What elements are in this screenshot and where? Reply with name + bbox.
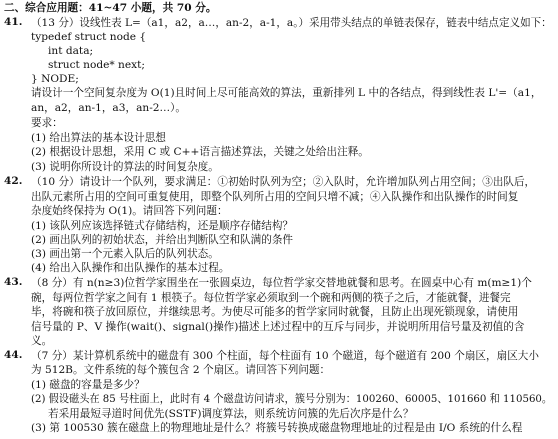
sub-question: (2) 假设磁头在 85 号柱面上，此时有 4 个磁盘访问请求，簇号分别为：100260、60005、101660 和 110560。 bbox=[31, 393, 553, 405]
sub-question: (3) 说明你所设计的算法的时间复杂度。 bbox=[31, 161, 219, 173]
code-line: } NODE; bbox=[31, 73, 79, 85]
question-text: an，a2，an-1，a3，an-2…）。 bbox=[31, 102, 187, 114]
code-line: typedef struct node { bbox=[31, 31, 147, 43]
question-text: （13 分）设线性表 L=（a1，a2，a…，an-2，a-1，a。）采用带头结点的单链表保存，链表中结点定义如下： bbox=[31, 17, 552, 29]
question-text: 信号量的 P、V 操作(wait()、signal()操作)描述上述过程中的互斥与同步，并说明所用信号量及初值的含 bbox=[31, 321, 525, 333]
question-number: 42. bbox=[4, 175, 23, 187]
question-text: 请设计一个空间复杂度为 O(1)且时间上尽可能高效的算法，重新排列 L 中的各结点，得到线性表 L'=（a1， bbox=[31, 87, 542, 99]
sub-question: (4) 给出入队操作和出队操作的基本过程。 bbox=[31, 262, 230, 274]
question-text: （8 分）有 n(n≥3)位哲学家围坐在一张圆桌边，每位哲学家交替地就餐和思考。在圆桌中心有 m(m≥1)个 bbox=[31, 277, 532, 289]
requirement-heading: 要求： bbox=[31, 117, 63, 129]
section-title: 二、综合应用题：41~47 小题，共 70 分。 bbox=[4, 2, 217, 14]
sub-question: (2) 画出队列的初始状态，并给出判断队空和队满的条件 bbox=[31, 234, 294, 246]
question-text: 杂度始终保持为 O(1)。请回答下列问题： bbox=[31, 205, 228, 217]
question-text: （10 分）请设计一个队列，要求满足：①初始时队列为空；②入队时，允许增加队列占用空间；③出队后， bbox=[31, 176, 536, 188]
sub-question: (1) 磁盘的容量是多少？ bbox=[31, 379, 145, 391]
code-line: int data; bbox=[48, 45, 94, 57]
question-text: 碗，每两位哲学家之间有 1 根筷子。每位哲学家必须取到一个碗和两侧的筷子之后，才能就餐，进餐完 bbox=[31, 292, 511, 304]
question-text: 毕，将碗和筷子放回原位，并继续思考。为使尽可能多的哲学家同时就餐，且防止出现死锁现象，请使用 bbox=[31, 306, 519, 318]
code-line: struct node* next; bbox=[48, 59, 145, 71]
question-text: 为 512B。文件系统的每个簇包含 2 个扇区。请回答下列问题： bbox=[31, 364, 331, 376]
question-number: 41. bbox=[4, 16, 23, 28]
question-text: 出队元素所占用的空间可重复使用，即整个队列所占用的空间只增不减；④入队操作和出队操作的时间复 bbox=[31, 191, 519, 203]
sub-question: (3) 画出第一个元素入队后的队列状态。 bbox=[31, 248, 219, 260]
question-text: 义。 bbox=[31, 335, 53, 347]
question-number: 43. bbox=[4, 276, 23, 288]
question-number: 44. bbox=[4, 349, 23, 361]
sub-question: (2) 根据设计思想，采用 C 或 C++语言描述算法，关键之处给出注释。 bbox=[31, 146, 369, 158]
question-text: （7 分）某计算机系统中的磁盘有 300 个柱面，每个柱面有 10 个磁道，每个磁道有 200 个扇区，扇区大小 bbox=[31, 350, 539, 362]
sub-question: (1) 给出算法的基本设计思想 bbox=[31, 132, 166, 144]
sub-question-continued: 若采用最短寻道时间优先(SSTF)调度算法，则系统访问簇的先后次序是什么？ bbox=[48, 408, 414, 420]
sub-question: (3) 第 100530 簇在磁盘上的物理地址是什么？将簇号转换成磁盘物理地址的过程是由 I/O 系统的什么程 bbox=[31, 422, 523, 434]
sub-question: (1) 该队列应该选择链式存储结构，还是顺序存储结构？ bbox=[31, 220, 294, 232]
